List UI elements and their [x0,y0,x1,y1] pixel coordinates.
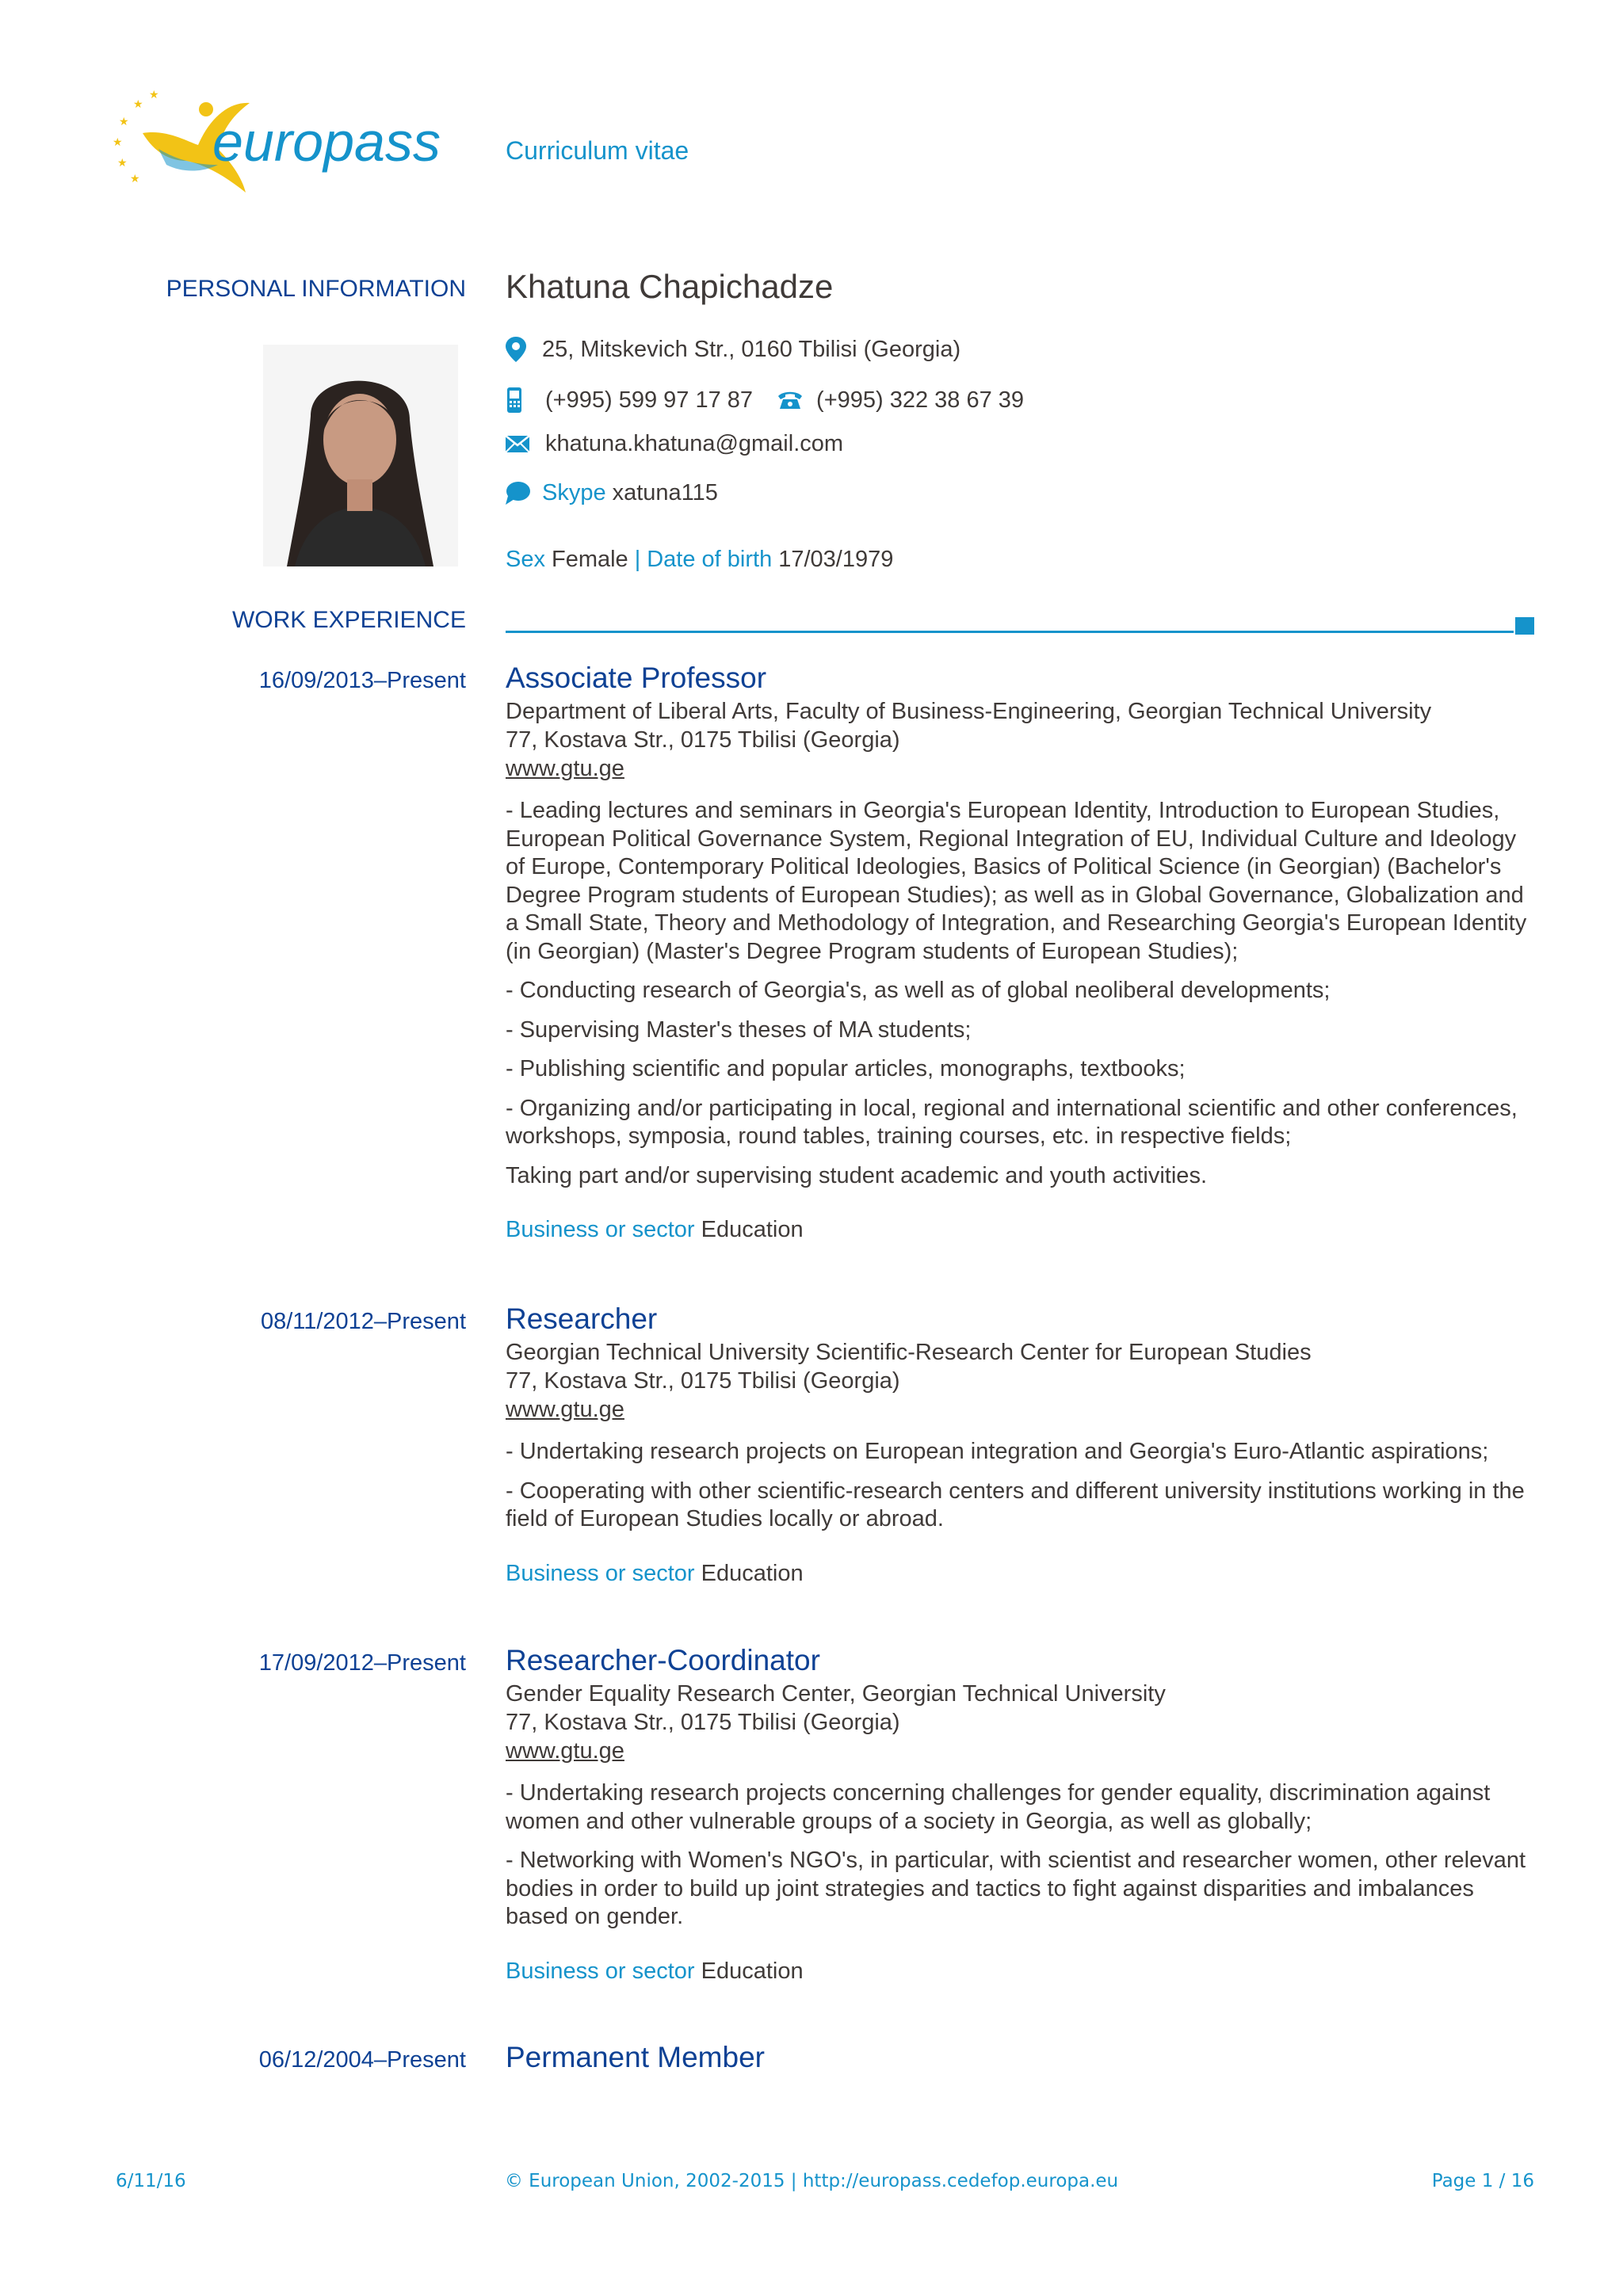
duty-item: - Networking with Women's NGO's, in particular, with scientist and researcher women, other relevant bodies in order to build up joint strategies and tactics to fight against disparities and imbalances based on gender. [506,1848,1526,1929]
location-pin-icon [504,335,528,364]
footer-copyright: © European Union, 2002-2015 | http://europass.cedefop.europa.eu [504,2171,1119,2191]
employer: Department of Liberal Arts, Faculty of Business-Engineering, Georgian Technical University [506,699,1432,724]
sex-label: Sex [506,546,545,572]
entry-dates: 08/11/2012–Present [260,1309,466,1334]
duty-item: Taking part and/or supervising student academic and youth activities. [506,1162,1207,1188]
business-sector [506,1957,1536,1985]
job-title: Associate Professor [506,662,767,694]
employer-address: 77, Kostava Str., 0175 Tbilisi (Georgia) [506,1710,900,1735]
messaging-account: xatuna115 [612,479,718,505]
telephone-icon [777,390,804,410]
phone-row [504,384,1024,416]
business-sector [506,1559,1536,1588]
sex-dob-row [506,543,893,575]
logo-wordmark: europass [212,111,441,173]
entry-dates: 17/09/2012–Present [258,1650,466,1676]
candidate-name: Khatuna Chapichadze [506,268,834,305]
business-sector [506,1215,1536,1244]
footer-page-number: Page 1 / 16 [1431,2171,1534,2191]
section-divider-marker [1515,617,1534,635]
email-envelope-icon [504,433,531,454]
duty-item: - Conducting research of Georgia's, as well as of global neoliberal developments; [506,978,1331,1003]
address-row [504,334,960,365]
svg-text:★: ★ [117,157,128,170]
duty-item: - Leading lectures and seminars in Georgia's European Identity, Introduction to European Studies, European Political Governance System, Regional Integration of EU, Individual Culture and Ideology of Europe, Contemporary Political Ideologies, Basics of Political Science (in Georgian) (Bachelor's Degree Program students of European Studies); as well as in Global Governance, Globalization and a Small State, Theory and Methodology of Integration, and Researching Georgia's European Identity (in Georgian) (Master's Degree Program students of European Studies); [506,798,1527,964]
svg-text:★: ★ [149,89,159,101]
chat-bubble-icon [504,480,531,505]
work-experience-label: WORK EXPERIENCE [231,607,466,633]
date-of-birth-value: 17/03/1979 [778,546,894,572]
document-title: Curriculum vitae [506,136,689,165]
work-entry-researcher [506,1300,1536,1588]
business-sector-value: Education [701,1560,804,1586]
duty-item: - Undertaking research projects on European integration and Georgia's Euro-Atlantic aspirations; [506,1439,1489,1464]
business-sector-label: Business or sector [506,1217,695,1242]
phone-number: (+995) 322 38 67 39 [816,387,1025,413]
employer: Gender Equality Research Center, Georgian Technical University [506,1681,1166,1707]
date-of-birth-label: Date of birth [647,546,773,572]
profile-photo-image [263,345,458,566]
field-separator: | [634,546,641,572]
business-sector-label: Business or sector [506,1560,695,1586]
email-address[interactable]: khatuna.khatuna@gmail.com [545,430,844,456]
svg-text:★: ★ [133,98,143,111]
employer-website-link[interactable]: www.gtu.ge [506,1738,624,1764]
work-entry-researcher-coordinator [506,1642,1536,1985]
entry-dates: 16/09/2013–Present [258,668,466,693]
europass-logo-mark [111,86,475,196]
employer-website-link[interactable]: www.gtu.ge [506,756,624,781]
personal-information-label: PERSONAL INFORMATION [166,276,466,302]
svg-text:★: ★ [130,173,140,185]
europass-logo [111,86,475,196]
job-title: Researcher-Coordinator [506,1644,820,1676]
employer-address: 77, Kostava Str., 0175 Tbilisi (Georgia) [506,1368,900,1394]
email-row [504,428,843,460]
work-entry-permanent-member [506,2039,1536,2077]
job-title: Permanent Member [506,2041,765,2073]
job-title: Researcher [506,1302,658,1335]
duty-item: - Organizing and/or participating in local, regional and international scientific and other conferences, workshops, symposia, round tables, training courses, etc. in respective fields; [506,1095,1518,1149]
footer-date: 6/11/16 [116,2171,186,2191]
business-sector-value: Education [701,1217,804,1242]
work-entry-associate-professor [506,659,1536,1244]
duty-item: - Cooperating with other scientific-research centers and different university institutions working in the field of European Studies locally or abroad. [506,1478,1525,1531]
svg-text:★: ★ [119,116,129,128]
sex-value: Female [551,546,628,572]
entry-dates: 06/12/2004–Present [258,2047,466,2073]
employer: Georgian Technical University Scientific-Research Center for European Studies [506,1340,1312,1365]
mobile-number: (+995) 599 97 17 87 [545,387,754,413]
business-sector-value: Education [701,1958,804,1984]
duty-item: - Publishing scientific and popular articles, monographs, textbooks; [506,1056,1186,1081]
profile-photo [263,345,458,566]
duty-item: - Undertaking research projects concerning challenges for gender equality, discrimination against women and other vulnerable groups of a society in Georgia, as well as globally; [506,1780,1491,1834]
duty-item: - Supervising Master's theses of MA students; [506,1016,972,1043]
messaging-service-label: Skype [542,479,606,505]
employer-address: 77, Kostava Str., 0175 Tbilisi (Georgia) [506,727,900,753]
mobile-phone-icon [504,387,525,414]
section-divider-line [506,631,1514,633]
address-text: 25, Mitskevich Str., 0160 Tbilisi (Georgia) [542,336,961,362]
svg-text:★: ★ [113,136,123,149]
messaging-row [504,477,718,509]
business-sector-label: Business or sector [506,1958,695,1984]
employer-website-link[interactable]: www.gtu.ge [506,1397,624,1422]
